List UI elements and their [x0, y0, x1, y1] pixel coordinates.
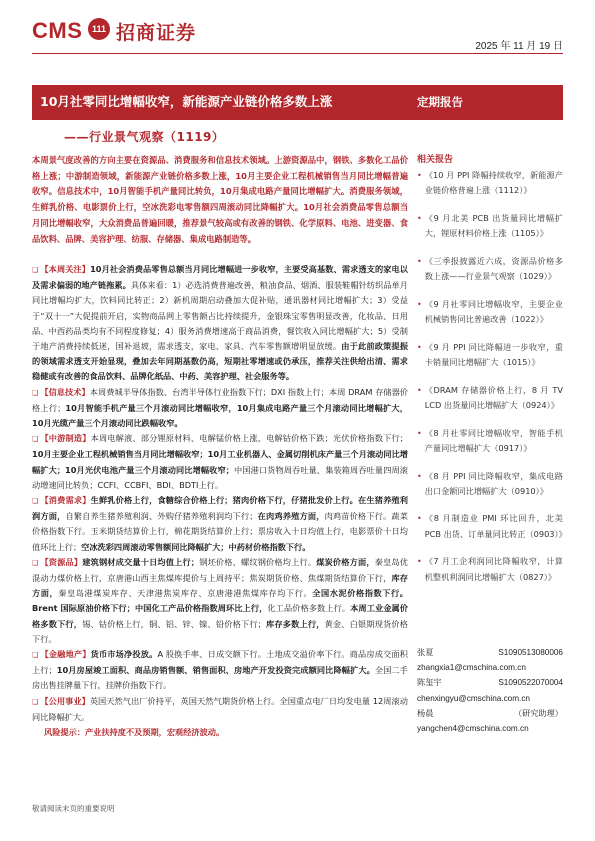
report-subtitle: ——行业景气观察（1119） [64, 130, 225, 144]
body-text: 自繁自养生猪养殖利润、外购仔猪养殖利润均下行； [65, 511, 258, 522]
bold-text: 10月智能手机产量三个月滚动同比增幅收窄，10月集成电路产量三个月滚动同比增幅扩大，10月光缆产量三个月滚动同比跌幅收窄。 [32, 402, 408, 429]
bullet-icon: • [417, 557, 422, 567]
bold-text: 10月主要企业工程机械销售当月同比增幅收窄；10月工业机器人、金属切削机床产量三个月滚动同比增幅扩大；10月光伏电池产量三个月滚动同比增幅收窄； [32, 449, 408, 475]
related-reports-list [417, 168, 567, 585]
body-text: 本周费城半导体指数、台湾半导体行业指数下行；DXI 指数上行；本周 DRAM 存储器价格上行； [32, 386, 408, 413]
square-bullet-icon: ❑ [32, 388, 39, 397]
related-report-title: 《7 月工企利润同比降幅收窄，计算机整机利润同比增幅扩大（0827）》 [424, 556, 563, 582]
related-report-item[interactable] [417, 469, 563, 499]
bold-text: 库存多数上行， [265, 618, 325, 629]
analyst-list [417, 645, 563, 736]
body-text: 肉鸡苗价格下行。蔬菜价格指数下行。玉米期货结算价上行，棉花期货结算价上行；票房收入十日均值上行，电影票价十日均值环比上行； [32, 511, 408, 552]
body-text: A 股换手率、日成交额下行。土地成交溢价率下行。商品房成交面积上行； [32, 649, 408, 676]
body-text: 锡、钴价格上行，铜、铝、锌、镍、铅价格下行； [82, 618, 266, 629]
abstract: 本周景气度改善的方向主要在资源品、消费服务和信息技术领域。上游资源品中，钢铁、多数化工品价格上涨；中游制造领域，新能源产业链价格多数上涨，10月主要企业工程机械销售当月同比增幅普遍收窄。信息技术中，10月智能手机产量同比转负，10月集成电路产量同比增幅扩大。消费服务领域，生鲜乳价格、电影票价上行，空冰洗彩电零售额四周滚动同比降幅扩大。10月社会消费品零售总额当月同比增幅收窄，大众消费品普遍回暖，推荐景气较高或有改善的钢铁、化学原料、电池、进变器、食品饮料、品牌、美容护理、纺服、存储器、集成电路制造等。 [32, 155, 408, 244]
paragraph-resources [32, 555, 408, 647]
logo-seal-icon: 111 [88, 18, 110, 40]
square-bullet-icon: ❑ [32, 266, 39, 274]
section-tag: 【资源品】 [40, 556, 83, 567]
analyst-row [417, 645, 563, 660]
analyst-email[interactable]: yangchen4@cmschina.com.cn [417, 724, 529, 734]
logo-text: CMS [32, 18, 83, 43]
related-report-item[interactable] [417, 426, 563, 456]
analyst-id: S1090513080006 [498, 648, 563, 657]
bold-text: 空冰洗彩四周滚动零售额同比降幅扩大；中药材价格指数下行。 [81, 541, 311, 552]
bold-text: 煤炭价格方面， [316, 556, 375, 567]
bullet-icon: • [417, 342, 422, 352]
square-bullet-icon: ❑ [32, 697, 39, 706]
body-text: 英国天然气出厂价持平，英国天然气期货价格上行。全国重点电厂日均发电量 12周滚动同比降幅扩大。 [32, 695, 408, 722]
section-tag: 【公用事业】 [40, 695, 90, 706]
bullet-icon: • [417, 514, 422, 524]
bold-text: 库存方面， [32, 573, 408, 599]
related-report-title: 《8 月社零同比增幅收窄，智能手机产量同比增幅扩大（0917）》 [424, 427, 563, 453]
report-title: 10月社零同比增幅收窄，新能源产业链价格多数上涨 [40, 94, 333, 109]
paragraph-utilities [32, 694, 408, 725]
analyst-name: 张夏 [417, 648, 434, 657]
body-text: 本周电解液、部分锂原材料、电解锰价格上涨，电解钴价格下跌；光伏价格指数下行； [90, 433, 408, 444]
bullet-icon: • [417, 428, 422, 438]
related-report-item[interactable] [417, 211, 563, 241]
related-report-item[interactable] [417, 340, 563, 370]
logo-name: 招商证券 [116, 22, 197, 44]
report-type: 定期报告 [417, 95, 463, 109]
report-body [32, 262, 408, 740]
square-bullet-icon: ❑ [32, 558, 39, 567]
header-divider [32, 53, 563, 54]
bold-text: 本周工业金属价格多数下行， [32, 603, 408, 629]
square-bullet-icon: ❑ [32, 435, 39, 444]
bullet-icon: • [417, 257, 422, 267]
bold-text: 全国水泥价格指数下行。Brent 国际原油价格下行；中国化工产品价格指数周环比上行， [32, 588, 408, 614]
analyst-email[interactable]: zhangxia1@cmschina.com.cn [417, 663, 526, 673]
bold-text: 生鲜乳价格上行，食糖综合价格上行；猪肉价格下行，仔猪批发价上行。在生猪养殖利润方面， [32, 495, 408, 522]
analyst-name: 陈玺宇 [417, 678, 442, 688]
body-text: 黄金、白银期现货价格下行。 [32, 618, 408, 644]
related-report-item[interactable] [417, 383, 563, 413]
related-report-item[interactable] [417, 168, 563, 198]
section-tag: 【信息技术】 [40, 386, 90, 397]
paragraph-finance [32, 647, 408, 694]
paragraph-consumer [32, 493, 408, 555]
related-report-title: 《8 月制造业 PMI 环比回升，北美 PCB 出货、订单量同比转正（0903）》 [424, 513, 567, 539]
paragraph-it [32, 385, 408, 432]
bullet-icon: • [417, 385, 422, 395]
bullet-icon: • [417, 214, 422, 224]
analyst-name: 杨晨 [417, 708, 434, 718]
bullet-icon: • [417, 299, 422, 309]
paragraph-midstream [32, 431, 408, 493]
analyst-row [417, 675, 563, 690]
square-bullet-icon: ❑ [32, 651, 39, 660]
report-date: 2025 年 11 月 19 日 [475, 41, 563, 52]
risk-warning: 风险提示：产业扶持度不及预期，宏观经济波动。 [44, 727, 225, 738]
related-report-title: 《DRAM 存储器价格上行，8 月 TV LCD 出货量同比增幅扩大（0924）》 [424, 384, 563, 410]
analysts-block [417, 645, 563, 736]
analyst-email[interactable]: chenxingyu@cmschina.com.cn [417, 693, 530, 703]
body-text: 中国港口货物周吞吐量、集装箱周吞吐量四周滚动增速同比转负；CCFI、CCBFI、BDI、BDTI上行。 [32, 464, 408, 490]
related-report-title: 《9 月 PPI 同比降幅进一步收窄，重卡销量同比增幅扩大（1015）》 [424, 341, 563, 368]
bold-text: 10月社会消费品零售总额当月同比增幅进一步收窄，主要受高基数、需求透支的家电以及需求偏弱的地产链拖累。 [32, 264, 408, 291]
analyst-id: （研究助理） [513, 708, 563, 718]
related-report-item[interactable] [417, 511, 567, 541]
bold-text: 由于此前政策提振的领域需求透支开始显现，叠加去年同期基数仍高，短期社零增速或仍承压，推荐关注供给出清、需求稳健或有改善的食品饮料、品牌化纸品、中药、美容护理、社会服务等。 [32, 341, 408, 382]
related-report-title: 《8 月 PPI 同比降幅收窄，集成电路出口金额同比增幅扩大（0910）》 [424, 470, 563, 496]
section-tag: 【本周关注】 [40, 264, 91, 274]
analyst-id: S1090522070004 [498, 678, 563, 688]
bold-text: 建筑钢材成交量十日均值上行； [82, 556, 200, 567]
related-report-title: 《9 月社零同比增幅收窄，主要企业机械销售同比普遍改善（1022）》 [424, 298, 563, 325]
analyst-row [417, 706, 563, 721]
bold-text: 10月房屋竣工面积、商品房销售额、销售面积、房地产开发投资完成额同比降幅扩大。 [56, 665, 375, 676]
body-text: 化工品价格多数上行。 [267, 603, 351, 614]
footer-note: 敬请阅读末页的重要说明 [32, 804, 115, 813]
body-text: 秦皇岛优混动力煤价格上行，京唐港山西主焦煤库提价与上周持平；焦炭期货价格、焦煤期货结算价下行， [32, 556, 408, 584]
body-text: 具体来看：1）必选消费普遍改善，粮油食品、烟酒、服装鞋帽针纺织品单月同比增幅均扩大，饮料同比转正；2）新机周期启动叠加大促补贴，通讯器材同比增幅扩大；3）受益于“双十一”大促提前开启，实物商品网上零售额占比持续提升，金银珠宝零售明显改善，化妆品、日用品、中西药品类均有不同程度修复；4）服务消费增速高于商品消费，餐饮收入同比增幅扩大；5）受制于地产消费持续低迷，国补退坡，需求透支，家电、家具、汽车零售额增明显放缓。 [32, 280, 408, 352]
square-bullet-icon: ❑ [32, 497, 39, 506]
bold-text: 在肉鸡养殖方面， [257, 511, 325, 522]
related-report-title: 《三季报披露近六成，资源品价格多数上涨——行业景气观察（1029）》 [424, 256, 563, 282]
section-tag: 【中游制造】 [40, 433, 91, 444]
paragraph-focus [32, 262, 408, 385]
related-report-item[interactable] [417, 254, 563, 284]
body-text: 全国二手房出售挂牌量下行，挂牌价指数下行。 [32, 665, 408, 691]
related-report-title: 《10 月 PPI 降幅持续收窄，新能源产业链价格普遍上涨（1112）》 [424, 170, 563, 196]
related-reports [417, 153, 567, 597]
bullet-icon: • [417, 471, 422, 481]
related-report-item[interactable] [417, 297, 563, 327]
related-reports-heading: 相关报告 [417, 155, 454, 165]
bullet-icon: • [417, 171, 422, 181]
related-report-title: 《9 月北美 PCB 出货量同比增幅扩大，锂原材料价格上涨（1105）》 [424, 213, 563, 239]
related-report-item[interactable] [417, 554, 563, 584]
bold-text: 货币市场净投放。 [90, 649, 158, 660]
section-tag: 【金融地产】 [40, 649, 91, 660]
section-tag: 【消费需求】 [40, 495, 91, 506]
body-text: 钢坯价格、螺纹钢价格均上行。 [199, 556, 317, 567]
body-text: 秦皇岛港煤炭库存、天津港焦炭库存、京唐港港焦煤库存均下行。 [58, 588, 313, 599]
